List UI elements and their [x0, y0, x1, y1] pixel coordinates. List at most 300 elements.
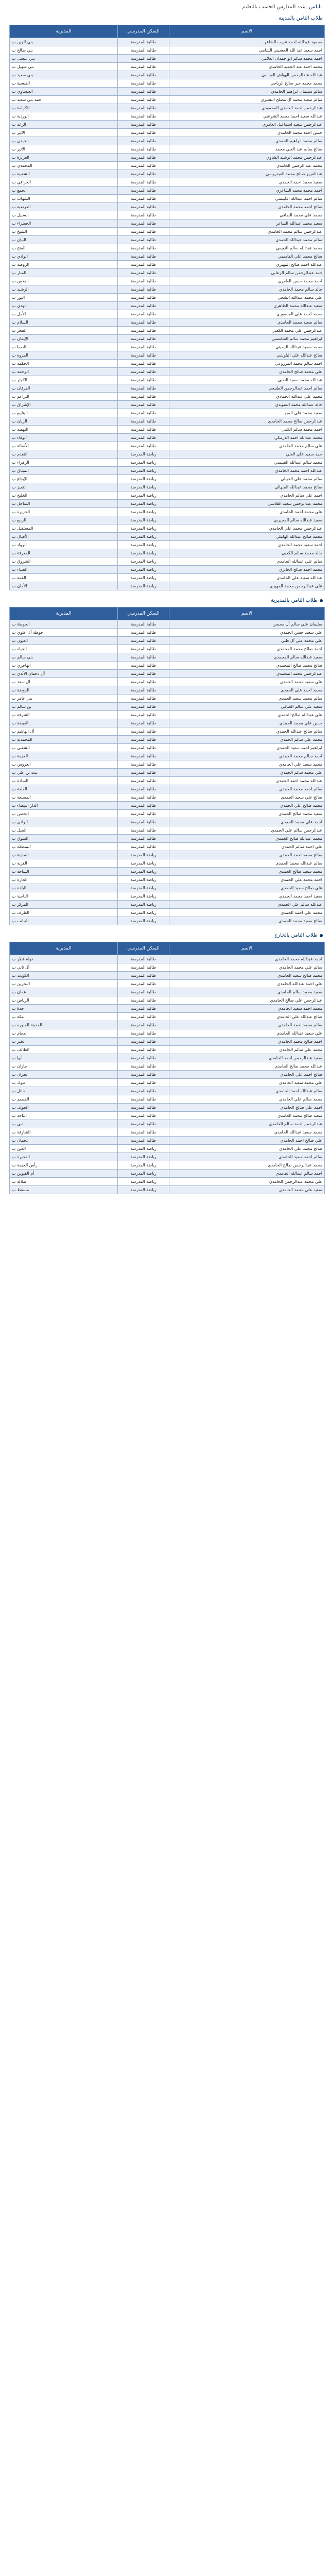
cell-name: علي سالم محمد الحامدي — [169, 442, 325, 450]
cell-name: خالد محمد سالم الكعبي — [169, 549, 325, 557]
cell-area: القدس ب — [10, 277, 118, 285]
cell-school: طالبة المدرسة — [118, 211, 169, 219]
table-row — [10, 285, 325, 294]
cell-name: سالم احمد عبدالله الكبيسي — [169, 195, 325, 203]
cell-name: محمد علي سالم الحامدي — [169, 1046, 325, 1054]
cell-area: بني سعيد ب — [10, 71, 118, 79]
cell-area: القلعة ب — [10, 785, 118, 793]
cell-name: سعيد صالح محمد الحامدي — [169, 1112, 325, 1120]
column-header-area: المديرية — [10, 942, 118, 955]
table-row — [10, 1079, 325, 1087]
bullet-icon — [320, 599, 323, 602]
table-row — [10, 1013, 325, 1021]
cell-school: طالبة المدرسة — [118, 793, 169, 802]
cell-name: عبدالرحمن محمد الرشيد الشاوي — [169, 154, 325, 162]
cell-school: طالبة المدرسة — [118, 752, 169, 760]
cell-name: علي محمد سعيد الحامدي — [169, 1079, 325, 1087]
cell-school: طالبة المدرسة — [118, 818, 169, 826]
cell-name: صالح محمد احمد الحمدي — [169, 851, 325, 859]
cell-area: بني سالم ب — [10, 653, 118, 662]
cell-name: صالح احمد محمد الحامدي — [169, 203, 325, 211]
cell-name: علي صالح احمد الحامدي — [169, 1137, 325, 1145]
cell-school: طالبة المدرسة — [118, 1005, 169, 1013]
table-row — [10, 670, 325, 678]
cell-name: حمد سعيد علي العلي — [169, 450, 325, 459]
cell-name: حسن علي محمد الحمدي — [169, 719, 325, 727]
cell-school: رياضة المدرسة — [118, 557, 169, 566]
table-row — [10, 228, 325, 236]
cell-area: العين ب — [10, 1145, 118, 1153]
table-row — [10, 1029, 325, 1038]
cell-area: الاثير ب — [10, 145, 118, 154]
cell-area: الأمل ب — [10, 310, 118, 318]
cell-area: الدار البيضاء ب — [10, 802, 118, 810]
table-row — [10, 261, 325, 269]
table-row — [10, 46, 325, 55]
table-row — [10, 901, 325, 909]
cell-school: رياضة المدرسة — [118, 909, 169, 917]
table-row — [10, 909, 325, 917]
table-row — [10, 843, 325, 851]
cell-school: طالبة المدرسة — [118, 678, 169, 686]
cell-school: رياضة المدرسة — [118, 901, 169, 909]
table-header-row — [10, 607, 325, 620]
table-row — [10, 1137, 325, 1145]
cell-name: سعيد محمد سالم الحامدي — [169, 988, 325, 996]
cell-name: محمد سعيد صالح الحمدي — [169, 868, 325, 876]
table-row — [10, 980, 325, 988]
cell-school: طالبة المدرسة — [118, 228, 169, 236]
cell-area: الوردية ب — [10, 112, 118, 121]
cell-name: عبدالرحمن علي صالح الحامدي — [169, 996, 325, 1005]
cell-name: سالم احمد عبدالرحمن الطنيجي — [169, 384, 325, 393]
table-row — [10, 719, 325, 727]
cell-name: محمد محمد حبر صالح الرياحي — [169, 79, 325, 88]
table-row — [10, 211, 325, 219]
cell-school: رياضة المدرسة — [118, 1145, 169, 1153]
table-header-row — [10, 942, 325, 955]
cell-school: طالبة المدرسة — [118, 1046, 169, 1054]
cell-school: طالبة المدرسة — [118, 38, 169, 46]
column-header-name: الاسم — [169, 607, 325, 620]
cell-name: محمد سالم عبدالله القبيسي — [169, 459, 325, 467]
cell-area: السادة ب — [10, 777, 118, 785]
cell-area: الفرقان ب — [10, 384, 118, 393]
cell-area: الينابيع ب — [10, 409, 118, 417]
table-row — [10, 492, 325, 500]
cell-school: رياضة المدرسة — [118, 533, 169, 541]
table-row — [10, 963, 325, 972]
cell-area: جازان ب — [10, 1062, 118, 1071]
students-table — [9, 25, 325, 590]
cell-name: محمد صالح عبدالله الهاملي — [169, 533, 325, 541]
cell-area: الهدى ب — [10, 302, 118, 310]
cell-school: رياضة المدرسة — [118, 467, 169, 475]
table-row — [10, 343, 325, 351]
column-header-name: الاسم — [169, 942, 325, 955]
cell-name: محمد علي سالم الحمدي — [169, 736, 325, 744]
table-row — [10, 384, 325, 393]
table-row — [10, 467, 325, 475]
cell-name: عبدالله سالم علي الحمدي — [169, 901, 325, 909]
cell-school: طالبة المدرسة — [118, 236, 169, 244]
cell-school: طالبة المدرسة — [118, 1013, 169, 1021]
cell-area: الصفا ب — [10, 343, 118, 351]
cell-name: سعيد محمد احمد الحمدي — [169, 178, 325, 187]
cell-area: الجوف ب — [10, 1104, 118, 1112]
table-row — [10, 401, 325, 409]
table-row — [10, 104, 325, 112]
cell-school: طالبة المدرسة — [118, 154, 169, 162]
cell-name: صالح سالم عبد الغني محمد — [169, 145, 325, 154]
table-row — [10, 483, 325, 492]
table-row — [10, 1186, 325, 1194]
cell-area: القيسية ب — [10, 79, 118, 88]
page-location: نابلس — [309, 4, 322, 10]
cell-area: التقدم ب — [10, 450, 118, 459]
cell-school: طالبة المدرسة — [118, 46, 169, 55]
cell-name: احمد صالح محمد الحامدي — [169, 1038, 325, 1046]
cell-school: طالبة المدرسة — [118, 195, 169, 203]
table-row — [10, 294, 325, 302]
cell-area: حائل ب — [10, 1087, 118, 1095]
cell-school: رياضة المدرسة — [118, 917, 169, 925]
cell-area: الجبل ب — [10, 826, 118, 835]
table-row — [10, 219, 325, 228]
cell-area: الإشراق ب — [10, 401, 118, 409]
cell-school: طالبة المدرسة — [118, 1021, 169, 1029]
cell-name: احمد محمد محمد الشاعري — [169, 187, 325, 195]
cell-school: طالبة المدرسة — [118, 686, 169, 694]
table-row — [10, 785, 325, 793]
cell-school: طالبة المدرسة — [118, 88, 169, 96]
cell-school: رياضة المدرسة — [118, 516, 169, 524]
cell-name: علي محمد صالح الحامدي — [169, 368, 325, 376]
table-row — [10, 79, 325, 88]
table-row — [10, 154, 325, 162]
cell-school: طالبة المدرسة — [118, 178, 169, 187]
table-row — [10, 574, 325, 582]
table-row — [10, 96, 325, 104]
table-row — [10, 884, 325, 892]
table-row — [10, 145, 325, 154]
cell-name: محمد عبدالله احمد الدرمكي — [169, 434, 325, 442]
table-row — [10, 917, 325, 925]
cell-area: الوادي ب — [10, 818, 118, 826]
cell-school: رياضة المدرسة — [118, 859, 169, 868]
table-row — [10, 1046, 325, 1054]
cell-school: طالبة المدرسة — [118, 310, 169, 318]
cell-area: الساحل ب — [10, 500, 118, 508]
cell-area: الرواد ب — [10, 541, 118, 549]
cell-school: طالبة المدرسة — [118, 1128, 169, 1137]
cell-school: طالبة المدرسة — [118, 63, 169, 71]
cell-area: الحياة ب — [10, 645, 118, 653]
cell-school: طالبة المدرسة — [118, 187, 169, 195]
cell-school: طالبة المدرسة — [118, 129, 169, 137]
cell-area: الروضة ب — [10, 261, 118, 269]
cell-name: عبدالعزيز صالح محمد العيدروسي — [169, 170, 325, 178]
cell-area: الناحية ب — [10, 892, 118, 901]
cell-school: طالبة المدرسة — [118, 277, 169, 285]
table-row — [10, 368, 325, 376]
table-row — [10, 63, 325, 71]
table-row — [10, 417, 325, 426]
cell-school: رياضة المدرسة — [118, 508, 169, 516]
table-row — [10, 318, 325, 327]
table-row — [10, 826, 325, 835]
cell-name: محمد عبدالرحمن سعيد الفلاسي — [169, 500, 325, 508]
cell-area: المصنعة ب — [10, 793, 118, 802]
cell-name: محمد احمد علي الحمدي — [169, 686, 325, 694]
cell-name: علي محمد سالم الحمدي — [169, 769, 325, 777]
cell-area: السبيل ب — [10, 211, 118, 219]
cell-school: طالبة المدرسة — [118, 71, 169, 79]
cell-name: ابراهيم احمد سعيد الحمدي — [169, 744, 325, 752]
cell-school: طالبة المدرسة — [118, 719, 169, 727]
cell-school: طالبة المدرسة — [118, 670, 169, 678]
table-row — [10, 1128, 325, 1137]
table-row — [10, 55, 325, 63]
cell-school: رياضة المدرسة — [118, 459, 169, 467]
table-row — [10, 236, 325, 244]
bullet-icon — [320, 934, 323, 937]
cell-name: سالم محمد علي الخييلي — [169, 475, 325, 483]
cell-name: علي عبدالرحمن محمد المهيري — [169, 582, 325, 590]
cell-area: الدمام ب — [10, 1029, 118, 1038]
table-row — [10, 310, 325, 318]
cell-area: حمد بني سعيد ب — [10, 96, 118, 104]
cell-name: عبدالله احمد صالح المهيري — [169, 261, 325, 269]
cell-school: طالبة المدرسة — [118, 112, 169, 121]
cell-name: محمد عبدالله سالم النعيمي — [169, 244, 325, 252]
cell-name: صالح احمد علي الحامدي — [169, 1071, 325, 1079]
cell-school: رياضة المدرسة — [118, 851, 169, 859]
cell-area: بني الوين ب — [10, 38, 118, 46]
table-row — [10, 129, 325, 137]
cell-school: طالبة المدرسة — [118, 963, 169, 972]
table-row — [10, 277, 325, 285]
table-row — [10, 582, 325, 590]
cell-area: بن سالم ب — [10, 703, 118, 711]
cell-school: طالبة المدرسة — [118, 629, 169, 637]
cell-area: بني صالح ب — [10, 46, 118, 55]
table-row — [10, 500, 325, 508]
cell-school: طالبة المدرسة — [118, 826, 169, 835]
table-row — [10, 434, 325, 442]
cell-school: طالبة المدرسة — [118, 785, 169, 793]
students-table — [9, 942, 325, 1194]
table-row — [10, 335, 325, 343]
table-row — [10, 252, 325, 261]
table-row — [10, 442, 325, 450]
section-title-text: طلاب الثامن بالخارج — [274, 933, 318, 938]
cell-name: عبدالرحمن احمد سالم الحامدي — [169, 1120, 325, 1128]
cell-area: الميثاق ب — [10, 467, 118, 475]
cell-area: الشعبي ب — [10, 744, 118, 752]
table-row — [10, 727, 325, 736]
cell-name: محمد سعيد عبدالله الرميثي — [169, 343, 325, 351]
cell-area: السلام ب — [10, 318, 118, 327]
cell-name: سعيد محمد صالح الحمدي — [169, 810, 325, 818]
cell-school: طالبة المدرسة — [118, 810, 169, 818]
table-row — [10, 162, 325, 170]
cell-area: الإبداع ب — [10, 475, 118, 483]
cell-name: محمد علي احمد الحمدي — [169, 909, 325, 917]
cell-area: مكة ب — [10, 1013, 118, 1021]
page-header — [0, 3, 330, 11]
cell-area: الربيع ب — [10, 516, 118, 524]
cell-school: طالبة المدرسة — [118, 417, 169, 426]
cell-area: المحمدي ب — [10, 162, 118, 170]
section-title — [0, 928, 330, 940]
cell-name: سعيد عبدالله سالم المحمدي — [169, 653, 325, 662]
table-row — [10, 38, 325, 46]
cell-school: طالبة المدرسة — [118, 203, 169, 211]
cell-name: علي احمد عبدالله الحامدي — [169, 980, 325, 988]
column-header-name: الاسم — [169, 25, 325, 38]
cell-area: القرية ب — [10, 859, 118, 868]
document-page — [0, 0, 330, 1194]
cell-name: علي محمد عبدالرحمن الحامدي — [169, 1178, 325, 1186]
table-row — [10, 88, 325, 96]
cell-area: العروس ب — [10, 760, 118, 769]
cell-school: طالبة المدرسة — [118, 1104, 169, 1112]
cell-name: عبدالرحمن سالم محمد الحامدي — [169, 228, 325, 236]
table-row — [10, 1145, 325, 1153]
cell-area: الوادي ب — [10, 252, 118, 261]
table-row — [10, 653, 325, 662]
table-row — [10, 835, 325, 843]
table-row — [10, 566, 325, 574]
table-row — [10, 1054, 325, 1062]
cell-school: طالبة المدرسة — [118, 980, 169, 988]
cell-name: سالم علي عبدالله الحامدي — [169, 557, 325, 566]
cell-name: عبدالله محمد صالح الحامدي — [169, 1062, 325, 1071]
cell-area: الإيمان ب — [10, 335, 118, 343]
cell-area: الحوطة ب — [10, 620, 118, 629]
table-row — [10, 1095, 325, 1104]
cell-area: الغيضة ب — [10, 719, 118, 727]
cell-school: رياضة المدرسة — [118, 500, 169, 508]
table-row — [10, 244, 325, 252]
cell-school: طالبة المدرسة — [118, 162, 169, 170]
cell-school: رياضة المدرسة — [118, 566, 169, 574]
cell-school: طالبة المدرسة — [118, 1112, 169, 1120]
table-row — [10, 1120, 325, 1128]
cell-area: الشعبية ب — [10, 170, 118, 178]
cell-name: سالم احمد محمد الحمدي — [169, 785, 325, 793]
table-row — [10, 637, 325, 645]
cell-area: آل ثاني ب — [10, 963, 118, 972]
cell-school: طالبة المدرسة — [118, 711, 169, 719]
cell-name: صالح محمد علي القاسمي — [169, 252, 325, 261]
cell-area: الحيمة ب — [10, 752, 118, 760]
cell-school: طالبة المدرسة — [118, 955, 169, 963]
cell-school: رياضة المدرسة — [118, 541, 169, 549]
cell-area: الكرامة ب — [10, 104, 118, 112]
cell-area: الشيخ ب — [10, 228, 118, 236]
cell-school: طالبة المدرسة — [118, 1054, 169, 1062]
cell-school: طالبة المدرسة — [118, 637, 169, 645]
table-row — [10, 327, 325, 335]
cell-name: سعيد محمد علي المرر — [169, 409, 325, 417]
cell-name: علي احمد سالم الحمدي — [169, 843, 325, 851]
column-header-area: المديرية — [10, 607, 118, 620]
table-row — [10, 508, 325, 516]
cell-school: طالبة المدرسة — [118, 170, 169, 178]
table-header-row — [10, 25, 325, 38]
cell-name: حسن احمد محمد الحامدي — [169, 129, 325, 137]
cell-area: الرياض ب — [10, 996, 118, 1005]
cell-school: طالبة المدرسة — [118, 1062, 169, 1071]
table-row — [10, 360, 325, 368]
section-title-text: طلاب الثامن بالمدينة — [279, 15, 323, 21]
cell-school: رياضة المدرسة — [118, 574, 169, 582]
cell-name: محمد سالم علي الحامدي — [169, 1095, 325, 1104]
table-row — [10, 121, 325, 129]
cell-area: الطائف ب — [10, 1046, 118, 1054]
table-row — [10, 524, 325, 533]
cell-name: محمد عبد الرحمن الحامدي — [169, 162, 325, 170]
cell-name: احمد عبدالله محمد الحامدي — [169, 955, 325, 963]
cell-name: محمد علي محمد الصافي — [169, 211, 325, 219]
cell-school: طالبة المدرسة — [118, 645, 169, 653]
cell-name: احمد سالم محمد المزروعي — [169, 360, 325, 368]
table-row — [10, 955, 325, 963]
cell-area: جدة ب — [10, 1005, 118, 1013]
cell-name: محمد سعيد علي الحامدي — [169, 760, 325, 769]
cell-area: الجزيرة ب — [10, 508, 118, 516]
cell-school: طالبة المدرسة — [118, 401, 169, 409]
cell-school: طالبة المدرسة — [118, 285, 169, 294]
cell-name: عبدالله سعيد علي الحامدي — [169, 574, 325, 582]
cell-name: عبدالله سعيد احمد محمد الشرعبي — [169, 112, 325, 121]
cell-school: طالبة المدرسة — [118, 327, 169, 335]
cell-name: سالم محمد احمد الحامدي — [169, 1021, 325, 1029]
table-row — [10, 137, 325, 145]
cell-name: سالم عبدالله محمد الحمدي — [169, 859, 325, 868]
table-row — [10, 793, 325, 802]
section-title-text: طلاب الثامن بالمديرية — [271, 598, 318, 603]
cell-school: طالبة المدرسة — [118, 703, 169, 711]
cell-area: أبها ب — [10, 1054, 118, 1062]
cell-area: تبوك ب — [10, 1079, 118, 1087]
cell-name: صالح محمد صالح المحمدي — [169, 662, 325, 670]
cell-name: احمد سالم محمد الحمدي — [169, 752, 325, 760]
cell-name: احمد علي سالم الحامدي — [169, 492, 325, 500]
table-row — [10, 426, 325, 434]
table-row — [10, 203, 325, 211]
cell-school: طالبة المدرسة — [118, 434, 169, 442]
cell-school: طالبة المدرسة — [118, 252, 169, 261]
cell-school: رياضة المدرسة — [118, 475, 169, 483]
table-row — [10, 851, 325, 859]
table-row — [10, 760, 325, 769]
cell-name: سعيد احمد محمد الحمدي — [169, 892, 325, 901]
cell-name: احمد علي صالح الحامدي — [169, 1104, 325, 1112]
cell-area: الاثير ب — [10, 129, 118, 137]
cell-school: رياضة المدرسة — [118, 1178, 169, 1186]
cell-name: سعيد علي محمد الحامدي — [169, 1186, 325, 1194]
cell-school: طالبة المدرسة — [118, 244, 169, 252]
cell-school: رياضة المدرسة — [118, 1153, 169, 1161]
table-row — [10, 71, 325, 79]
cell-area: العيساوي ب — [10, 88, 118, 96]
cell-area: الوفاء ب — [10, 434, 118, 442]
cell-area: المعرفة ب — [10, 549, 118, 557]
table-row — [10, 859, 325, 868]
